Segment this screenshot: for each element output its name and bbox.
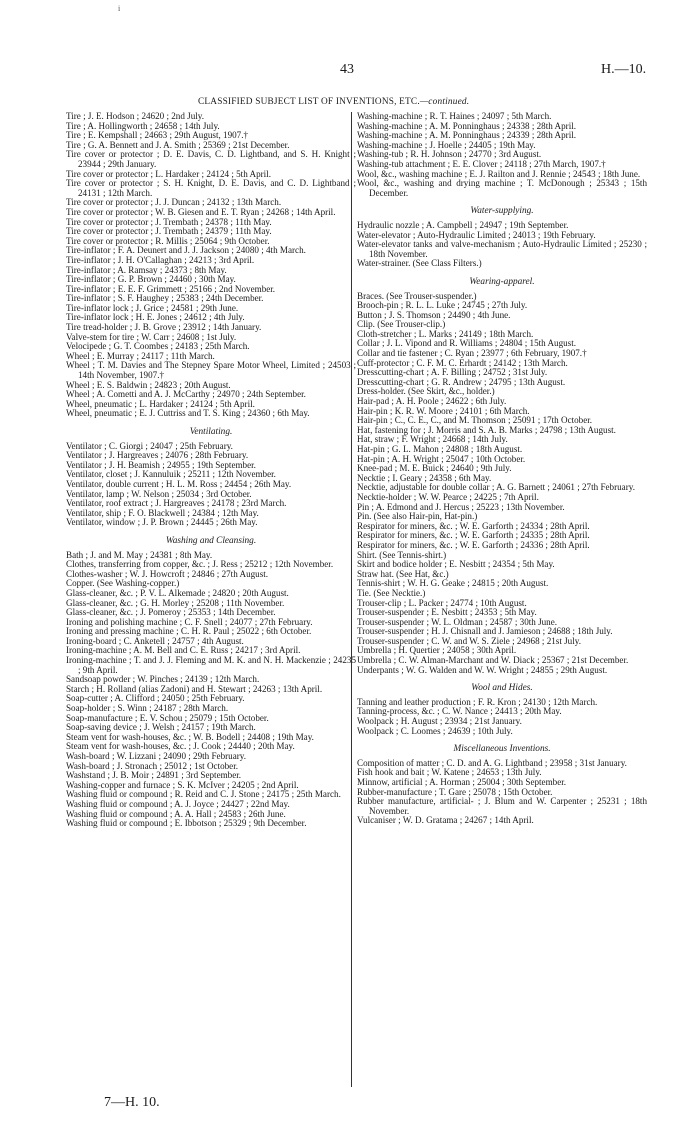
list-entry: Respirator for miners, &c. ; W. E. Garforth ; 24334 ; 28th April. bbox=[357, 520, 590, 531]
list-entry: Hat-pin ; A. H. Wright ; 25047 ; 10th October. bbox=[357, 453, 526, 464]
list-entry: Braces. (See Trouser-suspender.) bbox=[357, 290, 477, 301]
list-entry: Tire cover or protector ; J. Trembath ; 24378 ; 11th May. bbox=[66, 216, 272, 227]
list-entry: Respirator for miners, &c. ; W. E. Garforth ; 24336 ; 28th April. bbox=[357, 539, 590, 550]
section-heading: Miscellaneous Inventions. bbox=[453, 744, 551, 755]
list-entry: Ventilator ; J. Hargreaves ; 24076 ; 28th February. bbox=[66, 450, 249, 461]
list-entry: Dress-holder. (See Skirt, &c., holder.) bbox=[357, 386, 495, 397]
list-entry: Necktie, adjustable for double collar ; A. G. Barnett ; 24061 ; 27th February. bbox=[357, 482, 635, 493]
list-entry: Tire cover or protector ; L. Hardaker ; 24124 ; 5th April. bbox=[66, 168, 271, 179]
list-entry: Tire ; A. Hollingworth ; 24658 ; 14th July. bbox=[66, 120, 220, 131]
list-entry: Composition of matter ; C. D. and A. G. Lightband ; 23958 ; 31st January. bbox=[357, 757, 627, 768]
list-entry: Straw hat. (See Hat, &c.) bbox=[357, 568, 449, 579]
list-entry: Washing fluid or compound ; R. Reid and C. J. Stone ; 24175 ; 25th March. bbox=[66, 789, 341, 800]
list-entry: Washing-machine ; A. M. Ponninghaus ; 24339 ; 28th April. bbox=[357, 130, 577, 141]
title-continued: —continued. bbox=[419, 97, 470, 107]
list-entry: Tire cover or protector ; J. J. Duncan ; 24132 ; 13th March. bbox=[66, 197, 282, 208]
list-entry: Washing fluid or compound ; A. J. Joyce ; 24427 ; 22nd May. bbox=[66, 798, 290, 809]
list-entry: Steam vent for wash-houses, &c. ; W. B. Bodell ; 24408 ; 19th May. bbox=[66, 731, 314, 742]
list-entry: Fish hook and bait ; W. Katene ; 24653 ; 13th July. bbox=[357, 767, 542, 778]
list-entry: Hat, fastening for ; J. Morris and S. A. B. Marks ; 24798 ; 13th August. bbox=[357, 424, 616, 435]
list-entry: Starch ; H. Rolland (alias Zadoni) and H. Stewart ; 24263 ; 13th April. bbox=[66, 683, 323, 694]
list-entry: Underpants ; W. G. Walden and W. W. Wright ; 24855 ; 29th August. bbox=[357, 664, 608, 675]
list-entry: Ironing and polishing machine ; C. F. Snell ; 24077 ; 27th February. bbox=[66, 616, 313, 627]
list-entry: Ironing-machine ; T. and J. J. Fleming and M. K. and N. H. Mackenzie ; 24235 ; 9th April. bbox=[66, 655, 356, 675]
list-entry: Clothes-washer ; W. J. Howcroft ; 24846 ; 27th August. bbox=[66, 568, 269, 579]
list-entry: Wheel, pneumatic ; L. Hardaker ; 24124 ; 5th April. bbox=[66, 398, 255, 409]
right-column bbox=[357, 112, 647, 826]
list-entry: Tire-inflator lock ; J. Grice ; 24581 ; 29th June. bbox=[66, 302, 239, 313]
list-entry: Copper. (See Washing-copper.) bbox=[66, 578, 180, 589]
list-entry: Tire cover or protector ; S. H. Knight, D. E. Davis, and C. D. Lightband ; 24131 ; 12th March. bbox=[66, 178, 356, 198]
list-entry: Clip. (See Trouser-clip.) bbox=[357, 319, 446, 330]
list-entry: Ventilator ; J. H. Beamish ; 24955 ; 19th September. bbox=[66, 459, 256, 470]
list-entry: Water-strainer. (See Class Filters.) bbox=[357, 258, 482, 269]
list-entry: Ironing-machine ; A. M. Bell and C. E. Russ ; 24217 ; 3rd April. bbox=[66, 645, 301, 656]
list-entry: Cuff-protector ; C. F. M. C. Erhardt ; 24142 ; 13th March. bbox=[357, 357, 568, 368]
list-entry: Wash-board ; W. Lizzani ; 24090 ; 29th February. bbox=[66, 751, 247, 761]
list-entry: Hair-pin ; K. R. W. Moore ; 24101 ; 6th March. bbox=[357, 405, 530, 416]
list-entry: Dresscutting-chart ; A. F. Billing ; 24752 ; 31st July. bbox=[357, 367, 548, 378]
list-entry: Tennis-shirt ; W. H. G. Geake ; 24815 ; 20th August. bbox=[357, 578, 549, 589]
list-entry: Washstand ; J. B. Moir ; 24891 ; 3rd September. bbox=[66, 770, 242, 781]
section-heading: Ventilating. bbox=[189, 427, 233, 437]
list-entry: Glass-cleaner, &c. ; J. Pomeroy ; 25353 ; 14th December. bbox=[66, 607, 276, 618]
section-heading: Washing and Cleansing. bbox=[165, 535, 257, 546]
section-heading: Wearing-apparel. bbox=[469, 276, 535, 287]
list-entry: Vulcaniser ; W. D. Gratama ; 24267 ; 14th April. bbox=[357, 815, 534, 826]
list-entry: Trouser-suspender ; C. W. and W. S. Ziele ; 24968 ; 21st July. bbox=[357, 635, 581, 646]
list-entry: Soap-cutter ; A. Clifford ; 24050 ; 25th February. bbox=[66, 693, 245, 704]
list-entry: Rubber-manufacture ; T. Gare ; 25078 ; 15th October. bbox=[357, 786, 553, 797]
list-entry: Dresscutting-chart ; G. R. Andrew ; 24795 ; 13th August. bbox=[357, 376, 566, 387]
list-entry: Tire cover or protector ; D. E. Davis, C. D. Lightband, and S. H. Knight ; 23944 ; 29th January. bbox=[66, 149, 356, 169]
margin-tick-mark: i bbox=[118, 4, 121, 13]
list-entry: Brooch-pin ; R. L. L. Luke ; 24745 ; 27th July. bbox=[357, 300, 528, 311]
list-entry: Rubber manufacture, artificial- ; J. Blum and W. Carpenter ; 25231 ; 18th November. bbox=[357, 796, 647, 816]
list-entry: Soap-manufacture ; E. V. Schou ; 25079 ; 15th October. bbox=[66, 712, 269, 723]
list-entry: Woolpack ; C. Loomes ; 24639 ; 10th July. bbox=[357, 725, 513, 736]
list-entry: Tire cover or protector ; J. Trembath ; 24379 ; 11th May. bbox=[66, 226, 272, 237]
section-heading: Water-supplying. bbox=[470, 206, 534, 217]
list-entry: Ventilator, window ; J. P. Brown ; 24445 ; 26th May. bbox=[66, 517, 258, 528]
list-entry: Button ; J. S. Thomson ; 24490 ; 4th June. bbox=[357, 309, 511, 320]
list-entry: Skirt and bodice holder ; E. Nesbitt ; 24354 ; 5th May. bbox=[357, 559, 555, 570]
list-entry: Ventilator, ship ; F. O. Blackwell ; 24384 ; 12th May. bbox=[66, 507, 259, 518]
list-entry: Glass-cleaner, &c. ; G. H. Morley ; 25208 ; 11th November. bbox=[66, 597, 285, 608]
list-entry: Tire-inflator ; G. P. Brown ; 24460 ; 30th May. bbox=[66, 274, 236, 285]
list-entry: Soap-saving device ; J. Welsh ; 24157 ; 19th March. bbox=[66, 722, 256, 733]
list-entry: Woolpack ; H. August ; 23934 ; 21st January. bbox=[357, 716, 522, 727]
list-entry: Trouser-suspender ; E. Nesbitt ; 24353 ; 5th May. bbox=[357, 607, 537, 618]
title-main: CLASSIFIED SUBJECT LIST OF INVENTIONS, ETC. bbox=[198, 97, 420, 107]
list-entry: Valve-stem for tire ; W. Carr ; 24608 ; 1st July. bbox=[66, 331, 237, 342]
list-entry: Ironing and pressing machine ; C. H. R. Paul ; 25022 ; 6th October. bbox=[66, 626, 312, 637]
list-entry: Ventilator, closet ; J. Kannuluik ; 25211 ; 12th November. bbox=[66, 469, 276, 480]
list-entry: Bath ; J. and M. May ; 24381 ; 8th May. bbox=[66, 549, 213, 560]
list-entry: Wheel ; A. Cometti and A. J. McCarthy ; 24970 ; 24th September. bbox=[66, 389, 306, 400]
list-entry: Washing-machine ; A. M. Ponninghaus ; 24338 ; 28th April. bbox=[357, 120, 577, 131]
list-entry: Wheel ; E. Murray ; 24117 ; 11th March. bbox=[66, 350, 215, 361]
list-entry: Wool, &c., washing machine ; E. J. Railton and J. Rennie ; 24543 ; 18th June. bbox=[357, 168, 641, 179]
list-entry: Hair-pad ; A. H. Poole ; 24622 ; 6th July. bbox=[357, 396, 507, 407]
list-entry: Respirator for miners, &c. ; W. E. Garforth ; 24335 ; 28th April. bbox=[357, 530, 590, 541]
list-entry: Tire tread-holder ; J. B. Grove ; 23912 ; 14th January. bbox=[66, 322, 262, 333]
list-entry: Tire ; J. E. Hodson ; 24620 ; 2nd July. bbox=[66, 111, 205, 121]
list-entry: Collar ; J. L. Vipond and R. Williams ; 24804 ; 15th August. bbox=[357, 338, 577, 349]
list-entry: Necktie ; I. Geary ; 24358 ; 6th May. bbox=[357, 472, 492, 483]
list-entry: Washing-tub attachment ; E. E. Clover ; 24118 ; 27th March, 1907.† bbox=[357, 158, 606, 169]
list-entry: Ventilator, double current ; H. L. M. Ross ; 24454 ; 26th May. bbox=[66, 478, 292, 489]
list-entry: Knee-pad ; M. E. Buick ; 24640 ; 9th July. bbox=[357, 463, 512, 474]
column-divider bbox=[351, 112, 352, 1087]
list-entry: Wash-board ; J. Stronach ; 25012 ; 1st October. bbox=[66, 760, 239, 771]
section-heading: Wool and Hides. bbox=[471, 683, 533, 694]
list-entry: Tire-inflator ; S. F. Haughey ; 25383 ; 24th December. bbox=[66, 293, 264, 304]
list-entry: Washing fluid or compound ; E. Ibbotson ; 25329 ; 9th December. bbox=[66, 818, 307, 829]
list-entry: Trouser-suspender ; H. J. Chisnall and J. Jamieson ; 24688 ; 18th July. bbox=[357, 626, 613, 637]
list-entry: Washing fluid or compound ; A. A. Hall ; 24583 ; 26th June. bbox=[66, 808, 286, 819]
list-entry: Wheel, pneumatic ; E. J. Cuttriss and T. S. King ; 24360 ; 6th May. bbox=[66, 408, 310, 419]
list-entry: Ventilator ; C. Giorgi ; 24047 ; 25th February. bbox=[66, 440, 233, 451]
list-entry: Hat, straw ; F. Wright ; 24668 ; 14th July. bbox=[357, 434, 508, 445]
list-entry: Hydraulic nozzle ; A. Campbell ; 24947 ; 19th September. bbox=[357, 219, 569, 230]
list-entry: Umbrella ; H. Quertier ; 24058 ; 30th April. bbox=[357, 645, 517, 656]
list-entry: Hair-pin ; C., C. E., C., and M. Thomson ; 25091 ; 17th October. bbox=[357, 415, 593, 426]
list-entry: Hat-pin ; G. L. Mahon ; 24808 ; 18th August. bbox=[357, 444, 523, 454]
list-entry: Pin ; A. Edmond and J. Hercus ; 25223 ; 13th November. bbox=[357, 501, 565, 512]
list-entry: Wheel ; E. S. Baldwin ; 24823 ; 20th August. bbox=[66, 379, 231, 390]
list-entry: Washing-machine ; R. T. Haines ; 24097 ; 5th March. bbox=[357, 111, 552, 121]
list-entry: Cloth-stretcher ; L. Marks ; 24149 ; 18th March. bbox=[357, 328, 534, 339]
list-entry: Tie. (See Necktie.) bbox=[357, 587, 426, 598]
list-entry: Pin. (See also Hair-pin, Hat-pin.) bbox=[357, 511, 478, 522]
list-entry: Tire-inflator lock ; H. E. Jones ; 24612 ; 4th July. bbox=[66, 312, 245, 323]
list-entry: Tire ; G. A. Bennett and J. A. Smith ; 25369 ; 21st December. bbox=[66, 139, 290, 150]
list-entry: Tire cover or protector ; R. Millis ; 25064 ; 9th October. bbox=[66, 235, 270, 246]
list-entry: Ventilator, lamp ; W. Nelson ; 25034 ; 3rd October. bbox=[66, 488, 252, 499]
document-reference: H.—10. bbox=[601, 62, 647, 77]
list-entry: Tanning and leather production ; F. R. Kron ; 24130 ; 12th March. bbox=[357, 696, 598, 707]
list-entry: Water-elevator tanks and valve-mechanism ; Auto-Hydraulic Limited ; 25230 ; 18th November. bbox=[357, 239, 647, 259]
list-entry: Clothes, transferring from copper, &c. ; J. Ress ; 25212 ; 12th November. bbox=[66, 559, 334, 570]
list-entry: Ironing-board ; C. Anketell ; 24757 ; 4th August. bbox=[66, 635, 244, 646]
list-entry: Sandsoap powder ; W. Pinches ; 24139 ; 12th March. bbox=[66, 674, 260, 685]
list-entry: Tire-inflator ; E. E. F. Grimmett ; 25166 ; 2nd November. bbox=[66, 283, 276, 294]
list-entry: Washing-tub ; R. H. Johnson ; 24770 ; 3rd August. bbox=[357, 149, 542, 160]
page-footer: 7—H. 10. bbox=[104, 1095, 160, 1110]
list-entry: Tire cover or protector ; W. B. Giesen and E. T. Ryan ; 24268 ; 14th April. bbox=[66, 206, 336, 217]
list-entry: Tire-inflator ; F. A. Deunert and J. J. Jackson ; 24080 ; 4th March. bbox=[66, 245, 306, 256]
list-entry: Tire ; E. Kempshall ; 24663 ; 29th August, 1907.† bbox=[66, 130, 249, 141]
list-entry: Tire-inflator ; J. H. O'Callaghan ; 24213 ; 3rd April. bbox=[66, 254, 255, 265]
list-entry: Umbrella ; C. W. Alman-Marchant and W. Diack ; 25367 ; 21st December. bbox=[357, 655, 629, 666]
list-entry: Shirt. (See Tennis-shirt.) bbox=[357, 549, 447, 560]
list-entry: Wool, &c., washing and drying machine ; T. McDonough ; 25343 ; 15th December. bbox=[357, 178, 647, 198]
list-entry: Trouser-clip ; L. Packer ; 24774 ; 10th August. bbox=[357, 597, 527, 608]
page-header bbox=[0, 62, 700, 82]
list-entry: Minnow, artificial ; A. Horman ; 25004 ; 30th September. bbox=[357, 777, 567, 787]
list-entry: Tire-inflator ; A. Ramsay ; 24373 ; 8th May. bbox=[66, 264, 227, 275]
list-entry: Ventilator, roof extract ; J. Hargreaves ; 24178 ; 23rd March. bbox=[66, 498, 287, 509]
list-entry: Steam vent for wash-houses, &c. ; J. Cook ; 24440 ; 20th May. bbox=[66, 741, 295, 752]
list-entry: Soap-holder ; S. Winn ; 24187 ; 28th March. bbox=[66, 703, 229, 714]
page-number: 43 bbox=[340, 62, 354, 77]
list-entry: Washing-machine ; J. Hoelle ; 24405 ; 19th May. bbox=[357, 139, 536, 150]
list-entry: Glass-cleaner, &c. ; P. V. L. Alkemade ; 24820 ; 20th August. bbox=[66, 587, 289, 598]
list-entry: Trouser-suspender ; W. L. Oldman ; 24587 ; 30th June. bbox=[357, 616, 558, 627]
list-entry: Velocipede ; G. T. Coombes ; 24183 ; 25th March. bbox=[66, 341, 250, 352]
list-entry: Wheel ; T. M. Davies and The Stepney Spare Motor Wheel, Limited ; 24503 ; 14th November, 1907.† bbox=[66, 360, 356, 381]
list-entry: Tanning-process, &c. ; C. W. Nance ; 24413 ; 20th May. bbox=[357, 706, 562, 717]
list-entry: Collar and tie fastener ; C. Ryan ; 23977 ; 6th February, 1907.† bbox=[357, 348, 587, 359]
list-entry: Water-elevator ; Auto-Hydraulic Limited ; 24013 ; 19th February. bbox=[357, 229, 596, 240]
list-entry: Necktie-holder ; W. W. Pearce ; 24225 ; 7th April. bbox=[357, 491, 539, 502]
list-entry: Washing-copper and furnace ; S. K. McIver ; 24205 ; 2nd April. bbox=[66, 779, 299, 790]
left-column bbox=[66, 112, 356, 829]
